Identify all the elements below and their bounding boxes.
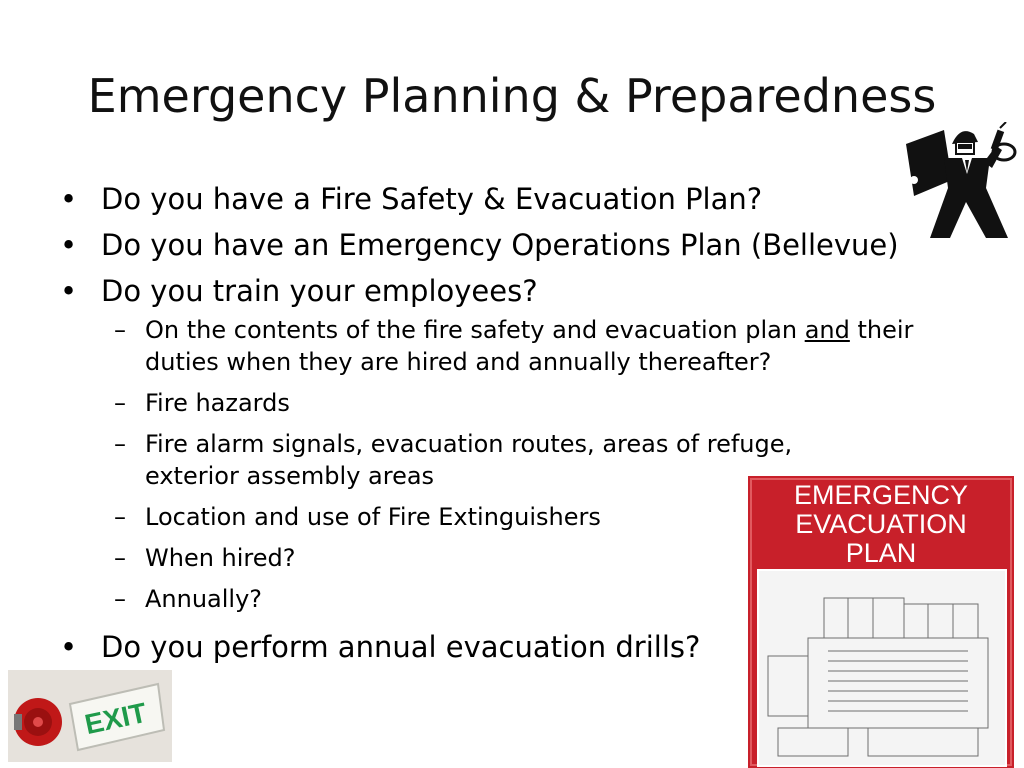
floor-plan-panel bbox=[758, 570, 1006, 766]
sub-bullet-text: their duties when they are hired and annually thereafter? bbox=[145, 316, 914, 376]
sub-bullet-item: – Location and use of Fire Extinguishers bbox=[101, 501, 960, 533]
bullet-item: • Do you perform annual evacuation drills? bbox=[60, 624, 960, 670]
underlined-word: and bbox=[804, 316, 850, 344]
sub-bullet-item: – When hired? bbox=[101, 542, 960, 574]
exit-sign-text: EXIT bbox=[82, 696, 150, 741]
bullet-item: • Do you have an Emergency Operations Plan (Bellevue) bbox=[60, 222, 960, 268]
exit-sign-and-alarm-photo bbox=[8, 670, 172, 762]
sub-bullet-item bbox=[101, 314, 960, 378]
sub-bullet-item: – Fire hazards bbox=[101, 387, 960, 419]
sub-bullet-text: On the contents of the fire safety and evacuation plan bbox=[145, 316, 805, 344]
emergency-worker-clipart bbox=[900, 122, 1018, 240]
sign-line-3: PLAN bbox=[845, 538, 917, 568]
sign-line-2: EVACUATION bbox=[795, 509, 967, 539]
bullet-item: • Do you have a Fire Safety & Evacuation Plan? bbox=[60, 176, 960, 222]
sub-bullet-item: – Annually? bbox=[101, 583, 960, 615]
slide-title: Emergency Planning & Preparedness bbox=[87, 69, 937, 123]
sub-bullet-item: – Fire alarm signals, evacuation routes, areas of refuge, exterior assembly areas bbox=[101, 428, 885, 492]
bullet-text: Do you train your employees? bbox=[101, 274, 538, 308]
evacuation-plan-sign-photo bbox=[748, 476, 1014, 768]
sign-line-1: EMERGENCY bbox=[793, 480, 969, 510]
